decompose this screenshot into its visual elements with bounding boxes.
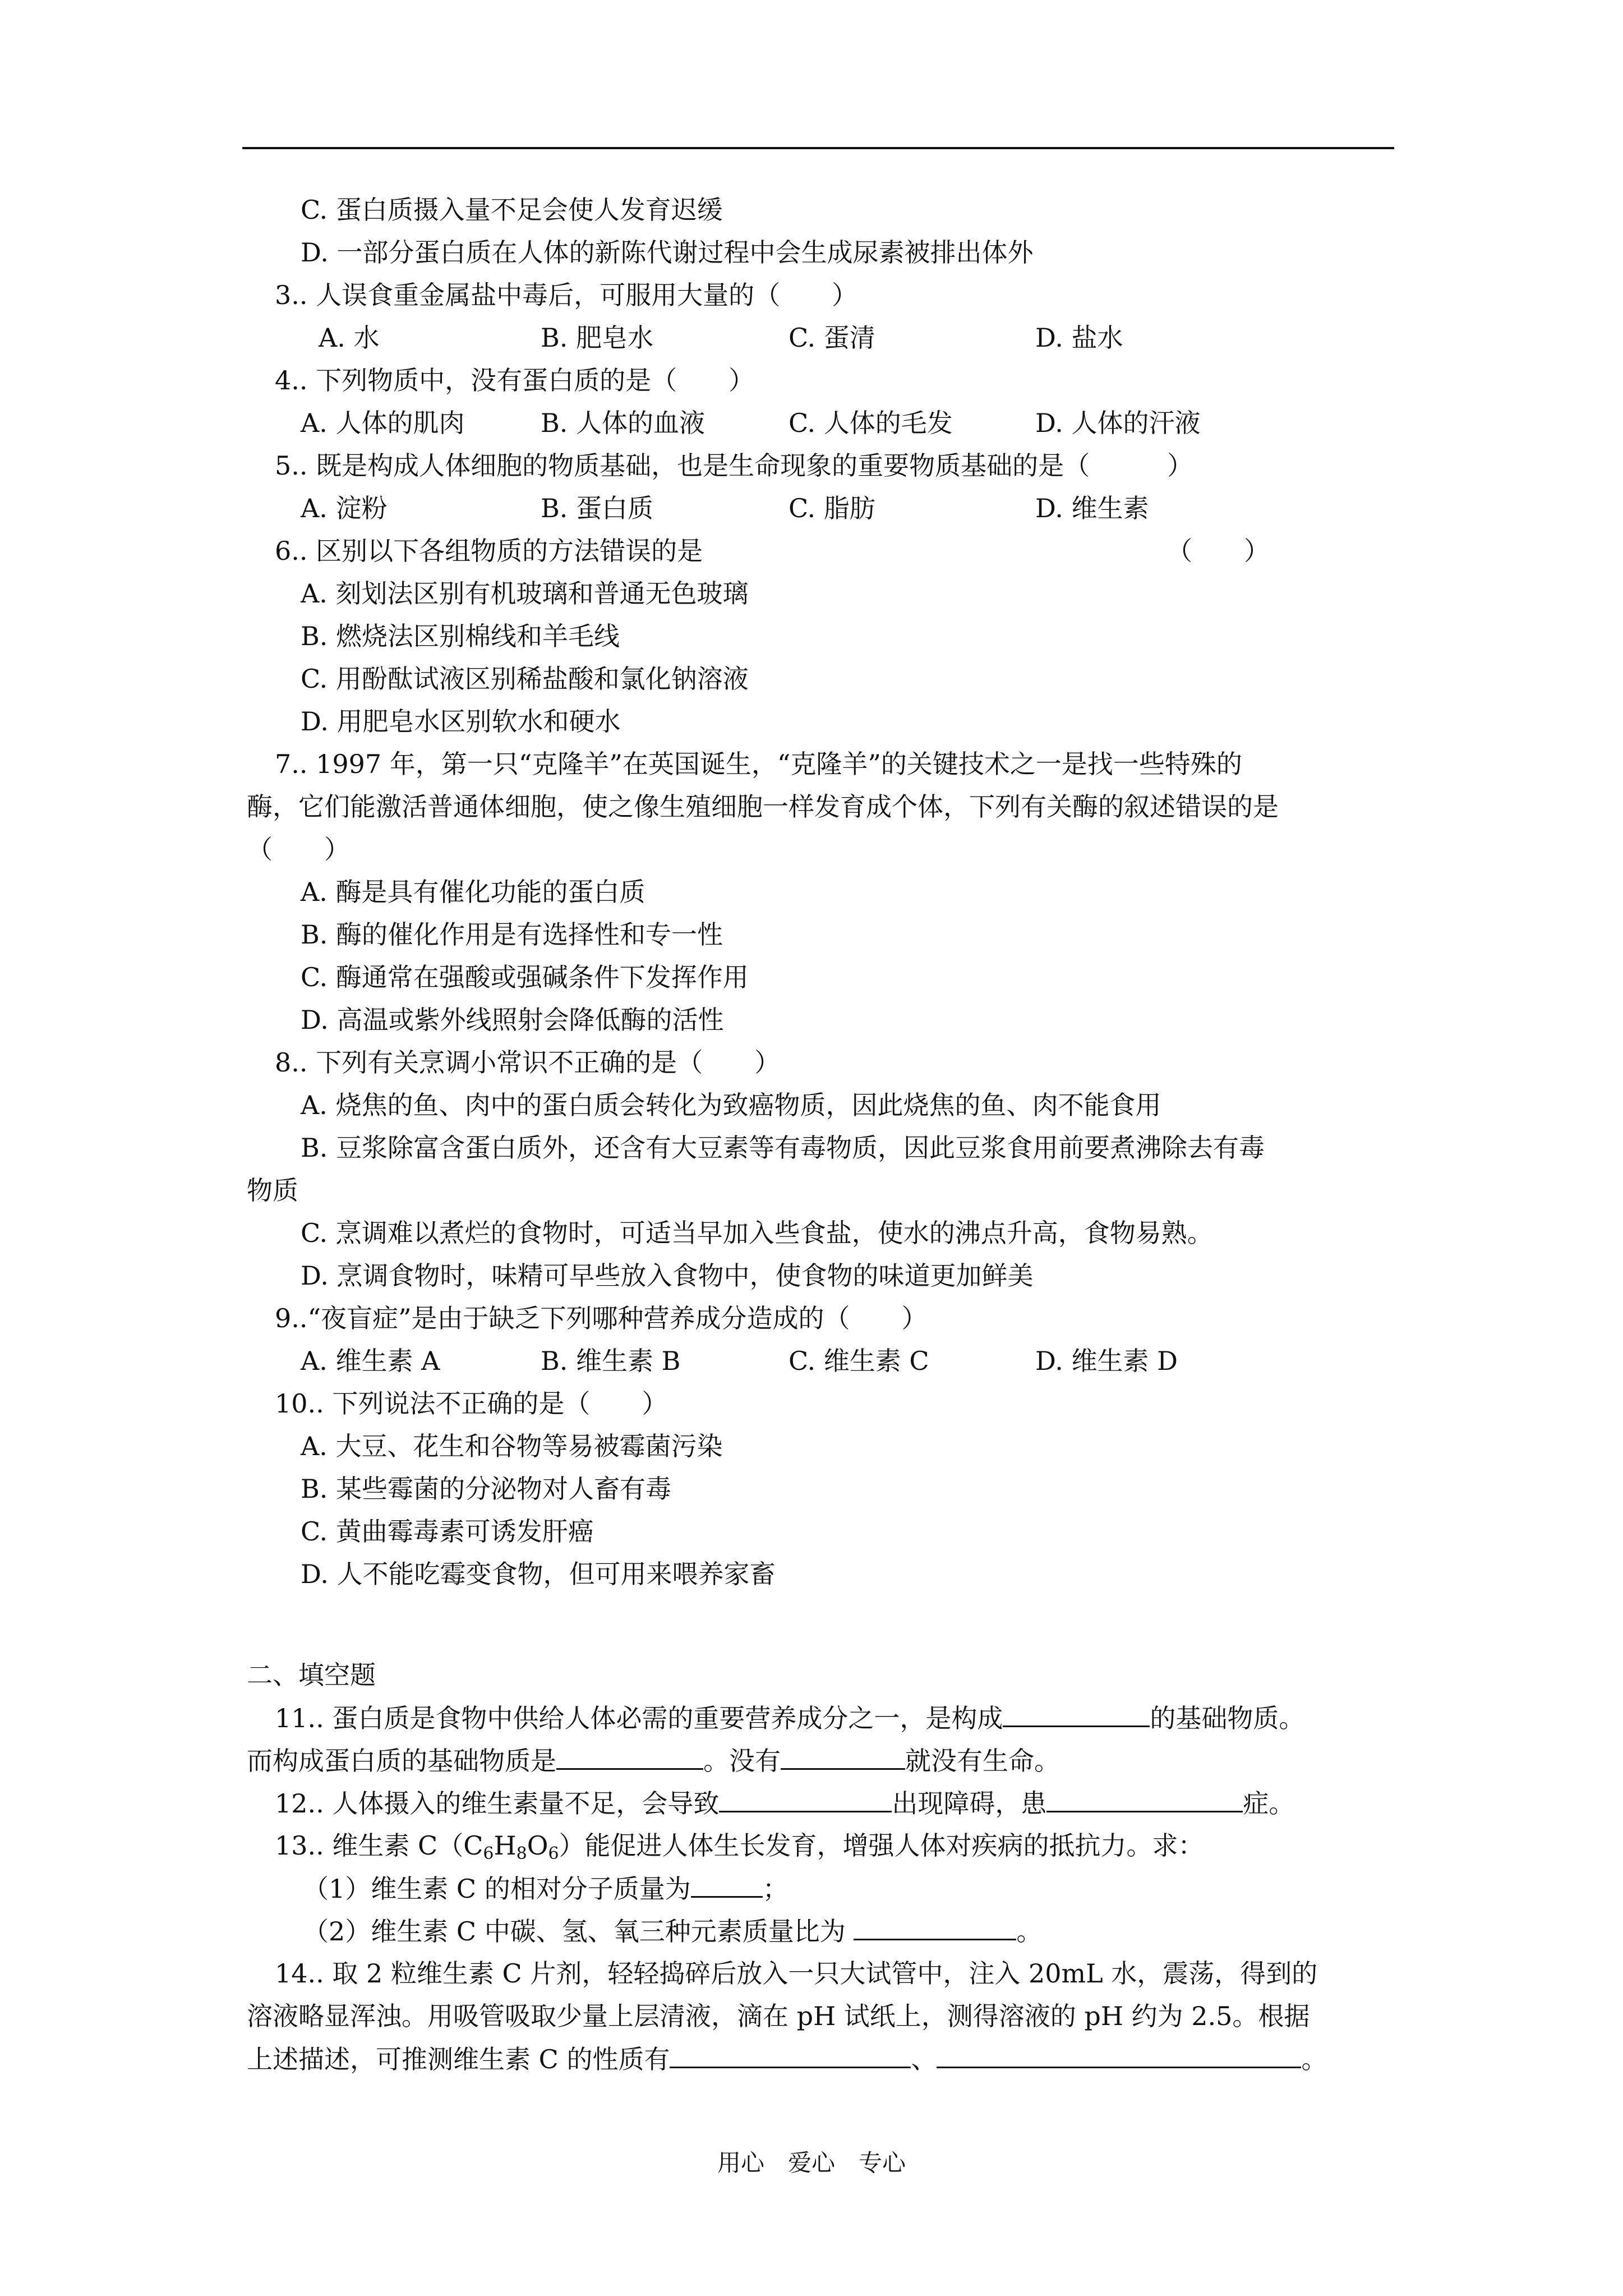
section-heading-fill-in: 二、填空题	[247, 1660, 376, 1690]
q3-option-c: C. 蛋清	[789, 323, 875, 353]
q12-text-a: 12.. 人体摄入的维生素量不足，会导致	[275, 1788, 720, 1819]
q7-option-a: A. 酶是具有催化功能的蛋白质	[301, 877, 645, 907]
q13-part1-text: （1）维生素 C 的相对分子质量为	[303, 1874, 691, 1904]
q7-option-b: B. 酶的催化作用是有选择性和专一性	[301, 919, 723, 950]
q6-answer-paren: （ ）	[1166, 536, 1270, 566]
q10-option-d: D. 人不能吃霉变食物，但可用来喂养家畜	[301, 1559, 776, 1589]
q6-option-c: C. 用酚酞试液区别稀盐酸和氯化钠溶液	[301, 664, 749, 694]
q9-option-d: D. 维生素 D	[1035, 1346, 1178, 1376]
q5-option-b: B. 蛋白质	[541, 493, 654, 523]
q13-blank-2[interactable]	[854, 1914, 1016, 1940]
q3-stem: 3.. 人误食重金属盐中毒后，可服用大量的（ ）	[275, 280, 858, 310]
q13-sub-carbon: 6	[483, 1844, 494, 1864]
q14-line1: 14.. 取 2 粒维生素 C 片剂，轻轻捣碎后放入一只大试管中，注入 20mL 水，震荡，得到的	[275, 1958, 1318, 1989]
q14-text-a: 上述描述，可推测维生素 C 的性质有	[247, 2044, 670, 2074]
q4-option-c: C. 人体的毛发	[789, 408, 953, 438]
q8-option-c: C. 烹调难以煮烂的食物时，可适当早加入些食盐，使水的沸点升高，食物易熟。	[301, 1218, 1213, 1248]
header-rule	[242, 147, 1394, 149]
q11-line2	[247, 1743, 1060, 1778]
q3-option-b: B. 肥皂水	[541, 323, 654, 353]
q10-stem: 10.. 下列说法不正确的是（ ）	[275, 1388, 668, 1419]
q7-stem-line2: 酶，它们能激活普通体细胞，使之像生殖细胞一样发育成个体，下列有关酶的叙述错误的是	[247, 792, 1279, 822]
q9-stem: 9..“夜盲症”是由于缺乏下列哪种营养成分造成的（ ）	[275, 1303, 928, 1333]
q13-text-o: O	[527, 1830, 548, 1861]
q5-stem: 5.. 既是构成人体细胞的物质基础，也是生命现象的重要物质基础的是（ ）	[275, 450, 1193, 481]
q13-text-a: 13.. 维生素 C（C	[275, 1830, 483, 1861]
q3-option-d: D. 盐水	[1035, 323, 1123, 353]
q11-text-d: 。没有	[703, 1746, 781, 1776]
q6-option-d: D. 用肥皂水区别软水和硬水	[301, 706, 621, 737]
q14-line2: 溶液略显浑浊。用吸管吸取少量上层清液，滴在 pH 试纸上，测得溶液的 pH 约为 2.5。根据	[247, 2001, 1310, 2031]
q7-stem-line1: 7.. 1997 年，第一只“克隆羊”在英国诞生，“克隆羊”的关键技术之一是找一些特殊的	[275, 749, 1242, 779]
q13-text-h: H	[494, 1830, 517, 1861]
q8-stem: 8.. 下列有关烹调小常识不正确的是（ ）	[275, 1047, 781, 1078]
q13-sub-oxygen: 6	[548, 1844, 559, 1864]
q2-option-c: C. 蛋白质摄入量不足会使人发育迟缓	[301, 195, 723, 225]
q4-stem: 4.. 下列物质中，没有蛋白质的是（ ）	[275, 365, 755, 395]
q4-option-d: D. 人体的汗液	[1035, 408, 1201, 438]
q14-blank-2[interactable]	[937, 2042, 1301, 2068]
q11-text-a: 11.. 蛋白质是食物中供给人体必需的重要营养成分之一，是构成	[275, 1703, 1003, 1733]
q11-line1	[275, 1701, 1304, 1735]
q12-text-b: 出现障碍，患	[892, 1788, 1047, 1819]
q13-part2-end: 。	[1016, 1916, 1043, 1947]
q5-option-d: D. 维生素	[1035, 493, 1149, 523]
q2-option-d: D. 一部分蛋白质在人体的新陈代谢过程中会生成尿素被排出体外	[301, 237, 1034, 268]
q7-answer-paren: （ ）	[247, 834, 350, 864]
q9-option-b: B. 维生素 B	[541, 1346, 681, 1376]
q8-option-b-line2: 物质	[247, 1175, 298, 1205]
q12-blank-2[interactable]	[1046, 1786, 1243, 1812]
q12-blank-1[interactable]	[719, 1786, 892, 1812]
q11-blank-3[interactable]	[781, 1743, 905, 1770]
q11-text-c: 而构成蛋白质的基础物质是	[247, 1746, 556, 1776]
q11-text-e: 就没有生命。	[905, 1746, 1060, 1776]
q13-text-b: ）能促进人体生长发育，增强人体对疾病的抵抗力。求：	[559, 1830, 1204, 1861]
q6-stem: 6.. 区别以下各组物质的方法错误的是	[275, 536, 703, 566]
q7-option-c: C. 酶通常在强酸或强碱条件下发挥作用	[301, 962, 749, 992]
q4-option-b: B. 人体的血液	[541, 408, 706, 438]
q13-blank-1[interactable]	[691, 1871, 763, 1898]
q13-part2	[303, 1914, 1042, 1948]
q14-line3	[247, 2042, 1327, 2076]
q4-option-a: A. 人体的肌肉	[301, 408, 465, 438]
q11-text-b: 的基础物质。	[1150, 1703, 1305, 1733]
q7-option-d: D. 高温或紫外线照射会降低酶的活性	[301, 1005, 724, 1035]
q11-blank-2[interactable]	[556, 1743, 703, 1770]
q6-option-b: B. 燃烧法区别棉线和羊毛线	[301, 621, 620, 651]
q9-option-a: A. 维生素 A	[301, 1346, 440, 1376]
q12-text-c: 症。	[1243, 1788, 1295, 1819]
q10-option-c: C. 黄曲霉毒素可诱发肝癌	[301, 1516, 594, 1547]
q11-blank-1[interactable]	[1003, 1701, 1150, 1727]
q13-part2-text: （2）维生素 C 中碳、氢、氧三种元素质量比为	[303, 1916, 854, 1947]
q13-stem	[275, 1829, 1204, 1862]
q5-option-c: C. 脂肪	[789, 493, 875, 523]
q8-option-d: D. 烹调食物时，味精可早些放入食物中，使食物的味道更加鲜美	[301, 1260, 1034, 1291]
q6-option-a: A. 刻划法区别有机玻璃和普通无色玻璃	[301, 578, 749, 609]
q13-part1	[303, 1871, 789, 1906]
q10-option-b: B. 某些霉菌的分泌物对人畜有毒	[301, 1474, 672, 1504]
q14-text-b: 、	[911, 2044, 937, 2074]
q14-blank-1[interactable]	[670, 2042, 911, 2068]
q3-option-a: A. 水	[319, 323, 380, 353]
q8-option-b-line1: B. 豆浆除富含蛋白质外，还含有大豆素等有毒物质，因此豆浆食用前要煮沸除去有毒	[301, 1133, 1265, 1163]
q13-part1-end: ；	[762, 1874, 789, 1904]
q5-option-a: A. 淀粉	[301, 493, 388, 523]
page-footer: 用心 爱心 专心	[717, 2149, 906, 2177]
q10-option-a: A. 大豆、花生和谷物等易被霉菌污染	[301, 1431, 723, 1461]
q8-option-a: A. 烧焦的鱼、肉中的蛋白质会转化为致癌物质，因此烧焦的鱼、肉不能食用	[301, 1090, 1161, 1120]
q9-option-c: C. 维生素 C	[789, 1346, 929, 1376]
q13-sub-hydrogen: 8	[516, 1844, 527, 1864]
q14-text-c: 。	[1301, 2044, 1327, 2074]
q12-line	[275, 1786, 1294, 1820]
